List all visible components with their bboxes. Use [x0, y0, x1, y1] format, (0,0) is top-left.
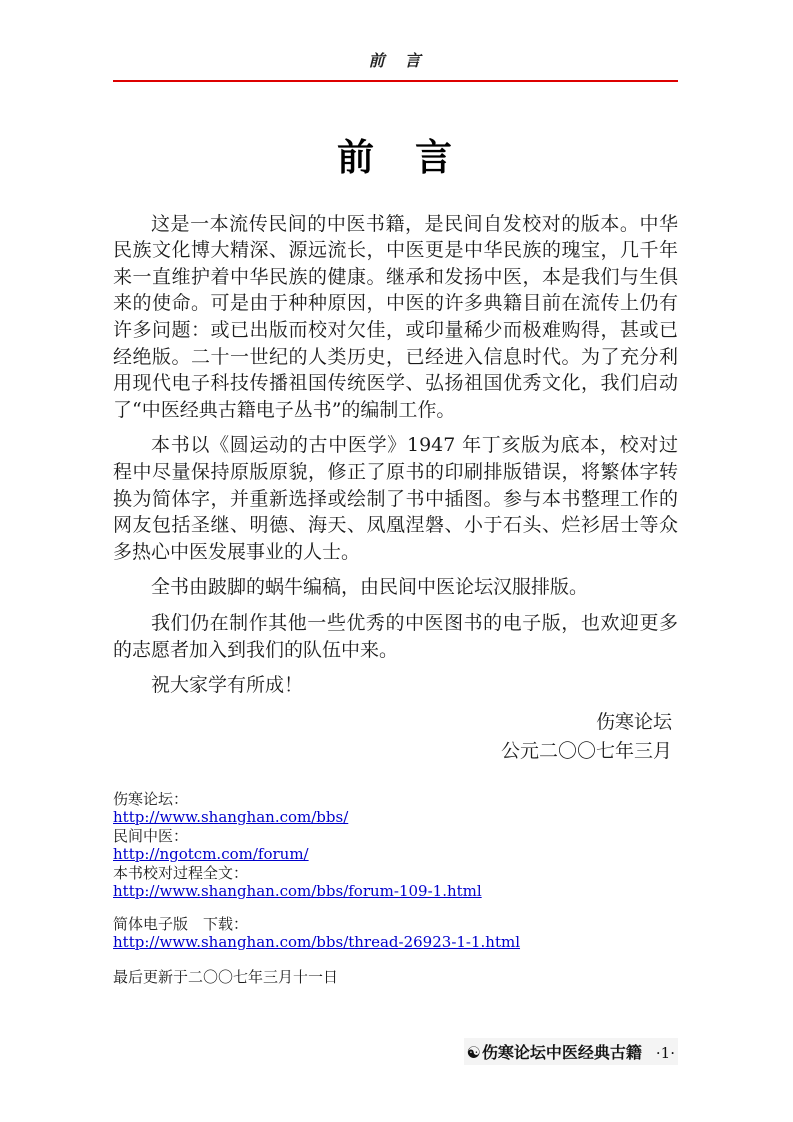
link-shanghan-bbs[interactable]: http://www.shanghan.com/bbs/: [113, 808, 349, 827]
paragraph: 本书以《圆运动的古中医学》1947 年丁亥版为底本，校对过程中尽量保持原版原貌，修正了原书的印刷排版错误，将繁体字转换为简体字，并重新选择或绘制了书中插图。参与本书整理工作的网友包括圣继、明德、海天、凤凰涅磐、小于石头、烂衫居士等众多热心中医发展事业的人士。: [113, 434, 678, 563]
signature-org: 伤寒论坛: [595, 710, 672, 733]
signature-date: 公元二〇〇七年三月: [500, 739, 672, 762]
download-row: [113, 915, 678, 952]
taiji-icon: ☯: [466, 1043, 481, 1062]
link-label-proofread: 本书校对过程全文：: [113, 863, 249, 882]
link-download-thread[interactable]: http://www.shanghan.com/bbs/thread-26923-1-1.html: [113, 933, 521, 952]
link-label-shanghan: 伤寒论坛：: [113, 789, 189, 808]
page-title: 前 言: [337, 135, 454, 179]
signature-block: [113, 708, 678, 766]
footer-page-number: ·1·: [655, 1044, 675, 1062]
paragraph: 祝大家学有所成！: [151, 674, 304, 697]
running-header: [113, 0, 678, 82]
link-label-ngotcm: 民间中医：: [113, 826, 189, 845]
running-header-title: 前 言: [368, 51, 423, 70]
paragraph: 全书由跛脚的蜗牛编稿，由民间中医论坛汉服排版。: [151, 576, 589, 599]
link-ngotcm-forum[interactable]: http://ngotcm.com/forum/: [113, 845, 309, 864]
links-block: [113, 790, 678, 987]
link-proofread-thread[interactable]: http://www.shanghan.com/bbs/forum-109-1.html: [113, 882, 482, 901]
last-updated-note: 最后更新于二〇〇七年三月十一日: [113, 967, 339, 986]
link-label-download: 简体电子版 下载：: [113, 914, 249, 933]
paragraph: 这是一本流传民间的中医书籍，是民间自发校对的版本。中华民族文化博大精深、源远流长，中医更是中华民族的瑰宝，几千年来一直维护着中华民族的健康。继承和发扬中医，本是我们与生俱来的使命。可是由于种种原因，中医的许多典籍目前在流传上仍有许多问题：或已出版而校对欠佳，或印量稀少而极难购得，甚或已经绝版。二十一世纪的人类历史，已经进入信息时代。为了充分利用现代电子科技传播祖国传统医学、弘扬祖国优秀文化，我们启动了“中医经典古籍电子丛书”的编制工作。: [113, 212, 678, 421]
paragraph: 我们仍在制作其他一些优秀的中医图书的电子版，也欢迎更多的志愿者加入到我们的队伍中来。: [113, 612, 678, 661]
page-footer: [464, 1038, 678, 1065]
footer-series-title: 伤寒论坛中医经典古籍: [481, 1043, 642, 1062]
preface-body: [113, 211, 678, 699]
